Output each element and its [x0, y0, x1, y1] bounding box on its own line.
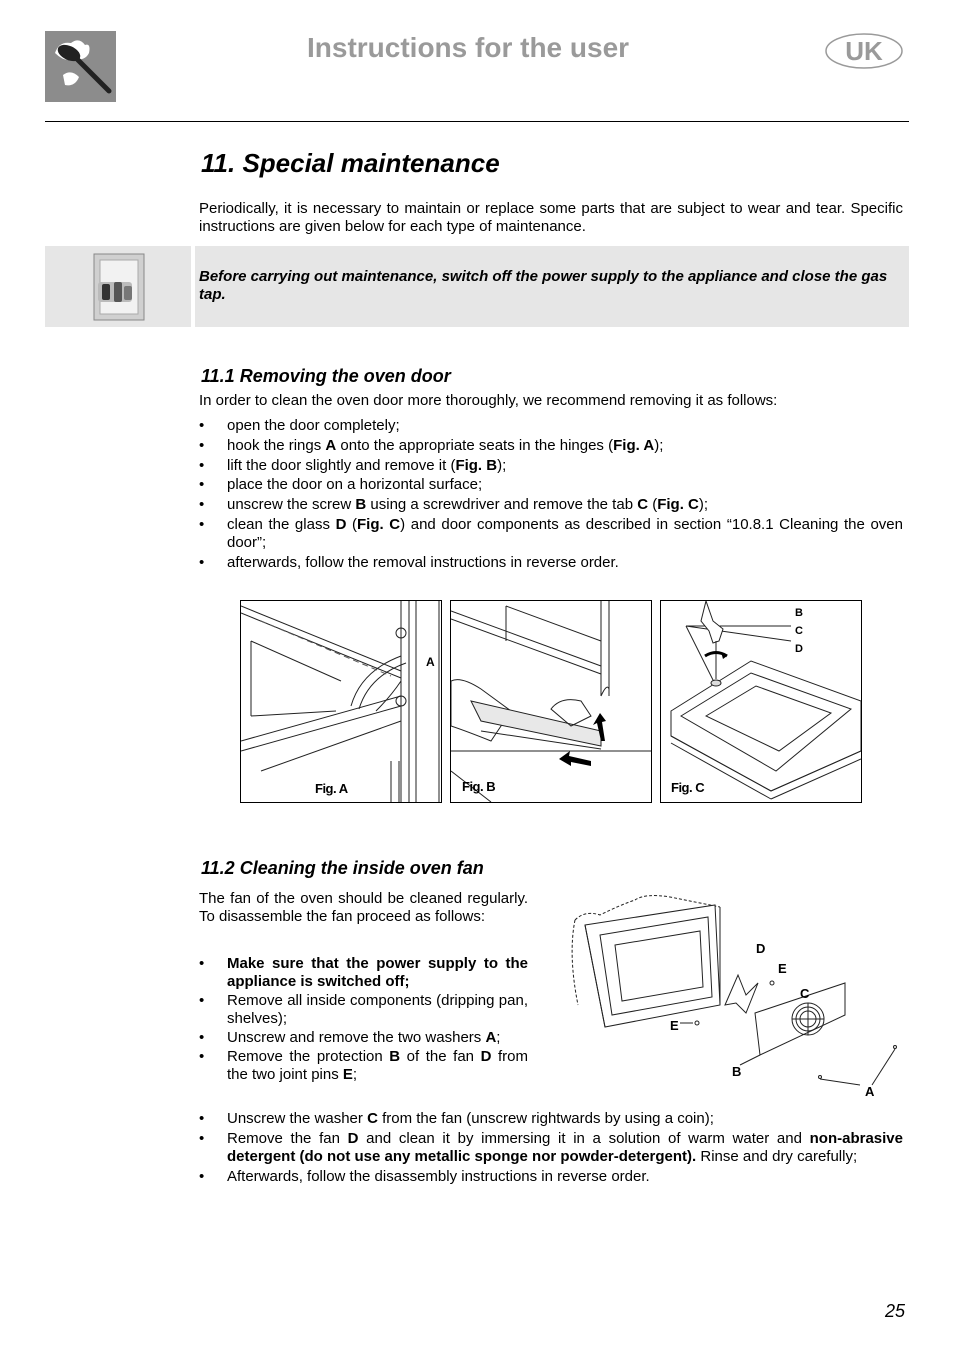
list-item: • place the door on a horizontal surface; — [199, 476, 903, 494]
country-badge — [824, 32, 904, 70]
fan-label-b: B — [732, 1064, 742, 1079]
figure-c — [660, 600, 862, 803]
label-d: D — [795, 643, 803, 655]
list-item: • Unscrew the washer C from the fan (unscrew rightwards by using a coin); — [199, 1110, 903, 1128]
list-item: • afterwards, follow the removal instructions in reverse order. — [199, 554, 903, 572]
door-lift-illustration — [451, 601, 651, 802]
list-item: • Remove the fan D and clean it by immersing it in a solution of warm water and non-abrasive detergent (do not use any metallic sponge nor powder-detergent). Rinse and dry carefully; — [199, 1130, 903, 1166]
list-item: • Make sure that the power supply to the appliance is switched off; — [199, 955, 528, 991]
spoon-icon — [45, 31, 116, 102]
country-badge-label: UK — [845, 36, 883, 66]
figure-c-caption: Fig. C — [671, 780, 705, 795]
figure-a-caption: Fig. A — [315, 781, 348, 796]
fan-intro: The fan of the oven should be cleaned regularly. To disassemble the fan proceed as follows: — [199, 890, 528, 925]
section-intro: Periodically, it is necessary to maintain or replace some parts that are subject to wear and tear. Specific instructions are given below for each type of maintenance. — [199, 200, 903, 235]
label-c: C — [795, 625, 803, 637]
fan-steps — [199, 955, 528, 1085]
header-divider — [45, 121, 909, 122]
door-glass-illustration — [661, 601, 861, 802]
fan-label-c: C — [800, 986, 810, 1001]
page-number: 25 — [885, 1301, 906, 1321]
fan-label-e: E — [670, 1018, 679, 1033]
warning-text: Before carrying out maintenance, switch off the power supply to the appliance and close the gas tap. — [199, 268, 888, 303]
label-a: A — [426, 655, 435, 669]
list-item: • Remove all inside components (dripping pan, shelves); — [199, 992, 528, 1028]
fan-label-d: D — [756, 941, 766, 956]
list-item: • unscrew the screw B using a screwdriver and remove the tab C (Fig. C); — [199, 496, 903, 514]
door-hinge-illustration — [241, 601, 441, 802]
fan-exploded-view — [560, 885, 910, 1105]
chef-spoon-logo — [45, 31, 116, 102]
subsection-title-remove-door: 11.1 Removing the oven door — [201, 366, 451, 386]
warning-divider — [191, 246, 195, 327]
label-b: B — [795, 607, 803, 619]
list-item: • open the door completely; — [199, 417, 903, 435]
list-item: • Afterwards, follow the disassembly instructions in reverse order. — [199, 1168, 903, 1186]
list-item: • Unscrew and remove the two washers A; — [199, 1029, 528, 1047]
subsection-intro: In order to clean the oven door more thoroughly, we recommend removing it as follows: — [199, 392, 778, 409]
fan-label-a: A — [865, 1084, 875, 1099]
list-item: • Remove the protection B of the fan D from the two joint pins E; — [199, 1048, 528, 1084]
figure-b — [450, 600, 652, 803]
section-title: 11. Special maintenance — [201, 148, 500, 178]
power-switch-icon — [92, 252, 148, 322]
subsection-title-fan: 11.2 Cleaning the inside oven fan — [201, 858, 484, 878]
list-item: • hook the rings A onto the appropriate seats in the hinges (Fig. A); — [199, 437, 903, 455]
list-item: • lift the door slightly and remove it (Fig. B); — [199, 457, 903, 475]
door-removal-steps — [199, 417, 903, 574]
fan-steps-continued — [199, 1110, 903, 1188]
figure-a — [240, 600, 442, 803]
header-title: Instructions for the user — [307, 32, 630, 63]
figure-b-caption: Fig. B — [462, 779, 496, 794]
list-item: • clean the glass D (Fig. C) and door components as described in section “10.8.1 Cleaning the oven door”; — [199, 516, 903, 552]
fan-label-e: E — [778, 961, 787, 976]
